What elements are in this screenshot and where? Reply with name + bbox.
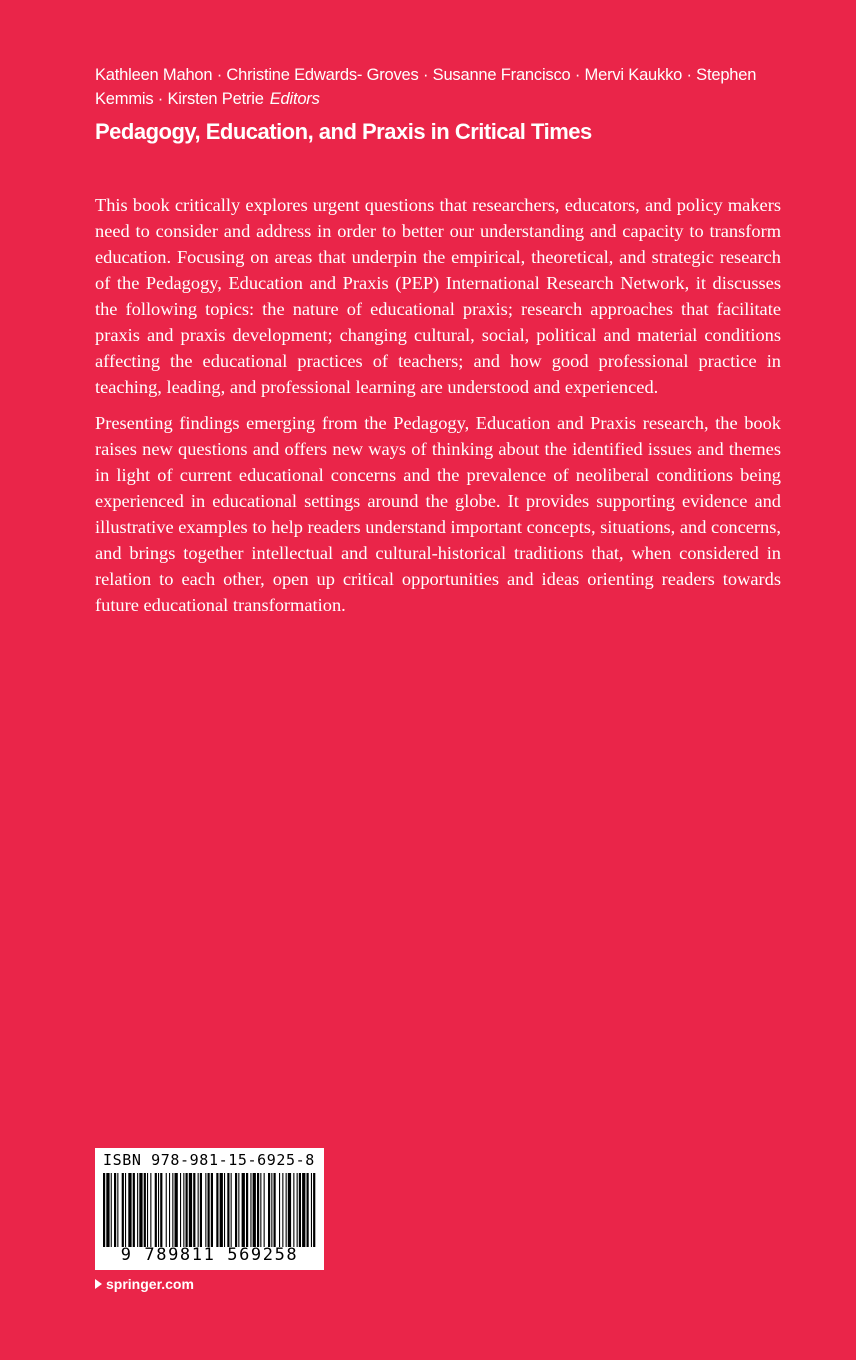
barcode-bar [220, 1173, 223, 1247]
barcode-bar [307, 1173, 309, 1247]
barcode-bar [264, 1173, 265, 1247]
barcode-bar [155, 1173, 157, 1247]
barcode-bar [238, 1173, 239, 1247]
barcode-bar [144, 1173, 146, 1247]
barcode-bar [257, 1173, 259, 1247]
barcode-bar [200, 1173, 202, 1247]
arrow-right-icon [95, 1279, 102, 1289]
barcode-bar [106, 1173, 109, 1247]
barcode-bar [205, 1173, 206, 1247]
barcode-digits: 9 789811 569258 [120, 1245, 299, 1265]
publisher-link[interactable] [95, 1276, 194, 1292]
barcode-bar [208, 1173, 210, 1247]
barcode-bar [122, 1173, 124, 1247]
description-paragraph-2: Presenting findings emerging from the Pedagogy, Education and Praxis research, the book raises new questions and offers new ways of thinking about the identified issues and themes in light of current educational concerns and the prevalence of neoliberal conditions being experienced in educational settings around the globe. It provides supporting evidence and illustrative examples to help readers understand important concepts, situations, and concerns, and brings together intellectual and cultural-historical traditions that, when considered in relation to each other, open up critical opportunities and ideas orienting readers towards future educational transformation. [95, 413, 781, 615]
barcode-bar [253, 1173, 256, 1247]
barcode-bar [137, 1173, 138, 1247]
barcode-bar [282, 1173, 283, 1247]
editors-role: Editors [269, 90, 320, 108]
barcode-bar [293, 1173, 294, 1247]
barcode-bar [180, 1173, 181, 1247]
barcode-bar [186, 1173, 188, 1247]
barcode-bar [111, 1173, 112, 1247]
barcode-bar [227, 1173, 229, 1247]
barcode-bar [231, 1173, 232, 1247]
barcode-bar [242, 1173, 245, 1247]
barcode-bar [183, 1173, 184, 1247]
barcode-bar [150, 1173, 151, 1247]
barcode-bar [160, 1173, 162, 1247]
barcode-bar [299, 1173, 301, 1247]
barcode-bar [260, 1173, 261, 1247]
publisher-url: springer.com [106, 1276, 194, 1292]
barcode-bar [114, 1173, 116, 1247]
barcode-bar [297, 1173, 298, 1247]
barcode-bar [302, 1173, 305, 1247]
barcode-bar [279, 1173, 280, 1247]
barcode-bar [169, 1173, 170, 1247]
book-description [95, 192, 781, 628]
barcode-bar [172, 1173, 173, 1247]
barcode-bar [166, 1173, 167, 1247]
barcode-bar [224, 1173, 225, 1247]
editor-names: Kathleen Mahon · Christine Edwards- Groves · Susanne Francisco · Mervi Kaukko · Stephen Kemmis · Kirsten Petrie [95, 66, 757, 108]
barcode-bar [103, 1173, 105, 1247]
barcode-bar [117, 1173, 118, 1247]
isbn-label: ISBN 978-981-15-6925-8 [103, 1151, 315, 1169]
barcode-bar [125, 1173, 126, 1247]
description-paragraph-1: This book critically explores urgent questions that researchers, educators, and policy makers need to consider and address in order to better our understanding and capacity to transform education. Focusing on areas that underpin the empirical, theoretical, and strategic research of the Pedagogy, Education and Praxis (PEP) International Research Network, it discusses the following topics: the nature of educational praxis; research approaches that facilitate praxis and praxis development; changing cultural, social, political and material conditions affecting the educational practices of teachers; and how good professional practice in teaching, leading, and professional learning are understood and experienced. [95, 195, 781, 397]
barcode-bar [198, 1173, 199, 1247]
book-title: Pedagogy, Education, and Praxis in Critical Times [95, 119, 592, 144]
barcode-bar [313, 1173, 315, 1247]
barcode-bar [158, 1173, 159, 1247]
barcode-bar [147, 1173, 148, 1247]
barcode-bar [271, 1173, 272, 1247]
barcode-bar [274, 1173, 276, 1247]
barcode-bar [189, 1173, 192, 1247]
barcode-bar [311, 1173, 312, 1247]
barcode-bar [216, 1173, 218, 1247]
barcode-bar [193, 1173, 195, 1247]
barcode-bar [268, 1173, 270, 1247]
barcode-bars [103, 1173, 317, 1247]
barcode-bar [246, 1173, 248, 1247]
barcode-graphic [103, 1173, 317, 1247]
barcode-bar [288, 1173, 291, 1247]
barcode-bar [133, 1173, 135, 1247]
barcode-bar [235, 1173, 237, 1247]
isbn-barcode [95, 1148, 324, 1270]
barcode-bar [250, 1173, 251, 1247]
editors-line [95, 63, 795, 111]
barcode-bar [211, 1173, 213, 1247]
barcode-bar [139, 1173, 142, 1247]
barcode-bar [175, 1173, 178, 1247]
barcode-bar [128, 1173, 131, 1247]
barcode-bar [286, 1173, 287, 1247]
